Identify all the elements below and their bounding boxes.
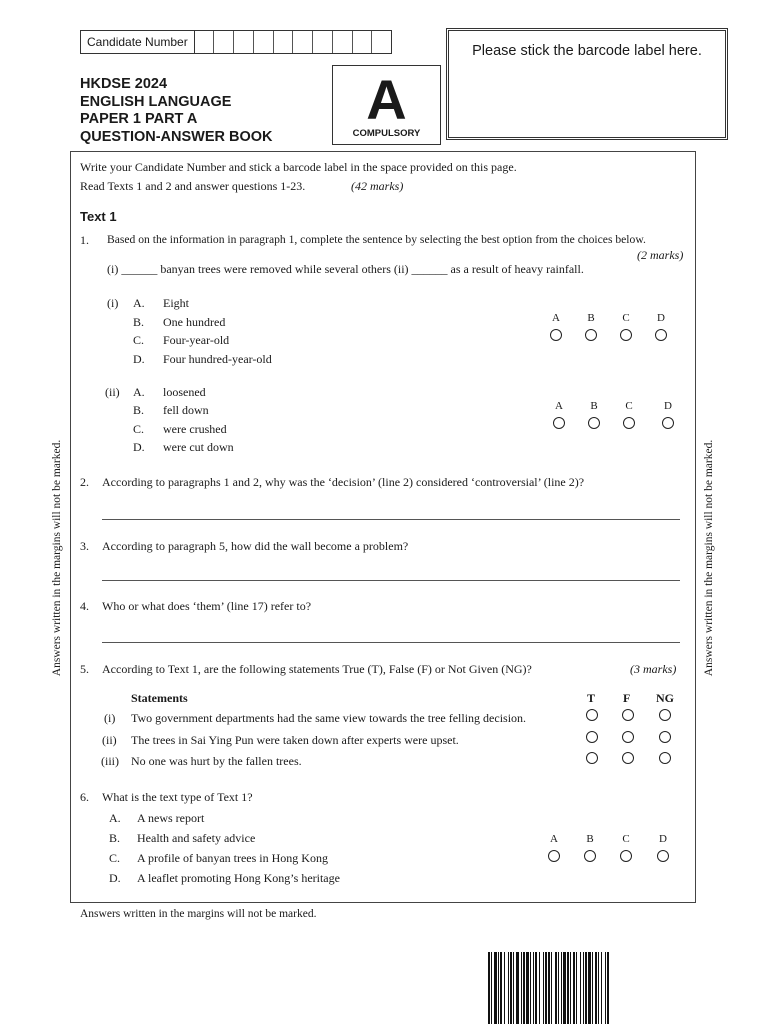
answer-bubble[interactable] [659, 752, 671, 764]
answer-bubble[interactable] [588, 417, 600, 429]
bubble-label: D [659, 833, 667, 845]
answer-bubble[interactable] [622, 752, 634, 764]
question-prompt: According to paragraphs 1 and 2, why was the ‘decision’ (line 2) considered ‘controversial’ (line 2)? [102, 475, 585, 489]
part-label: (i) [107, 296, 119, 310]
answer-bubble[interactable] [659, 709, 671, 721]
option-letter: C. [133, 333, 145, 347]
answer-bubble[interactable] [586, 731, 598, 743]
question-prompt: Who or what does ‘them’ (line 17) refer to? [102, 599, 312, 613]
question-marks: (3 marks) [630, 662, 677, 676]
question-marks: (2 marks) [637, 248, 684, 262]
statement-label: (i) [104, 711, 116, 725]
bubble-label: C [622, 312, 630, 324]
option-text: Four hundred-year-old [163, 352, 272, 366]
candidate-number-cell[interactable] [333, 31, 353, 53]
column-header: NG [656, 691, 674, 705]
answer-bubble[interactable] [620, 850, 632, 862]
question-prompt: According to paragraph 5, how did the wall become a problem? [102, 539, 409, 553]
bubble-label: C [622, 833, 630, 845]
question-number: 1. [80, 233, 89, 247]
question-number: 2. [80, 475, 89, 489]
question-sentence: (i) ______ banyan trees were removed while several others (ii) ______ as a result of heavy rainfall. [107, 262, 584, 276]
candidate-number-cell[interactable] [214, 31, 234, 53]
option-letter: B. [133, 403, 145, 417]
option-text: were cut down [163, 440, 234, 454]
option-letter: B. [133, 315, 145, 329]
bubble-label: C [625, 400, 633, 412]
option-text: A leaflet promoting Hong Kong’s heritage [137, 871, 340, 885]
option-letter: D. [133, 352, 145, 366]
answer-bubble[interactable] [584, 850, 596, 862]
bubble-label: A [552, 312, 560, 324]
statement-label: (ii) [102, 733, 117, 747]
option-letter: D. [109, 871, 121, 885]
answer-bubble[interactable] [586, 752, 598, 764]
statement-text: Two government departments had the same view towards the tree felling decision. [131, 711, 527, 725]
option-text: A news report [137, 811, 205, 825]
bubble-label: B [586, 833, 594, 845]
bubble-label: B [590, 400, 598, 412]
answer-bubble[interactable] [622, 709, 634, 721]
question-number: 6. [80, 790, 89, 804]
answer-bubble[interactable] [659, 731, 671, 743]
bubble-label: D [657, 312, 665, 324]
exam-line: QUESTION-ANSWER BOOK [80, 128, 273, 145]
candidate-number-cell[interactable] [234, 31, 254, 53]
exam-heading [80, 76, 273, 146]
answer-bubble[interactable] [622, 731, 634, 743]
section-title: Text 1 [80, 209, 117, 224]
candidate-number-cell[interactable] [254, 31, 274, 53]
margin-note-bottom: Answers written in the margins will not be marked. [80, 908, 317, 920]
part-label: (ii) [105, 385, 120, 399]
exam-line: HKDSE 2024 [80, 76, 168, 92]
answer-bubble[interactable] [662, 417, 674, 429]
option-letter: D. [133, 440, 145, 454]
candidate-number-box[interactable] [80, 30, 392, 54]
question-number: 4. [80, 599, 89, 613]
answer-line[interactable] [102, 580, 680, 581]
bubble-label: B [587, 312, 595, 324]
exam-line: ENGLISH LANGUAGE [80, 93, 232, 110]
margin-note-right: Answers written in the margins will not be marked. [703, 439, 715, 677]
answer-bubble[interactable] [620, 329, 632, 341]
bubble-label: D [664, 400, 672, 412]
column-header: F [623, 691, 631, 705]
statement-text: No one was hurt by the fallen trees. [131, 754, 302, 768]
compulsory-label: COMPULSORY [352, 128, 421, 139]
option-text: Health and safety advice [137, 831, 256, 845]
answer-bubble[interactable] [623, 417, 635, 429]
candidate-number-cell[interactable] [372, 31, 391, 53]
question-number: 3. [80, 539, 89, 553]
margin-note-left: Answers written in the margins will not be marked. [51, 439, 63, 677]
option-text: Four-year-old [163, 333, 230, 347]
question-prompt: According to Text 1, are the following statements True (T), False (F) or Not Given (NG)? [102, 662, 532, 676]
statements-header: Statements [131, 691, 188, 705]
answer-bubble[interactable] [586, 709, 598, 721]
candidate-number-label: Candidate Number [81, 31, 195, 53]
part-letter: A [366, 68, 407, 131]
exam-line: PAPER 1 PART A [80, 111, 198, 127]
candidate-number-cell[interactable] [195, 31, 215, 53]
answer-bubble[interactable] [655, 329, 667, 341]
answer-bubble[interactable] [553, 417, 565, 429]
option-text: A profile of banyan trees in Hong Kong [137, 851, 328, 865]
option-text: were crushed [163, 422, 227, 436]
statement-label: (iii) [101, 754, 119, 768]
bubble-label: A [555, 400, 563, 412]
candidate-number-cell[interactable] [353, 31, 373, 53]
candidate-number-cell[interactable] [313, 31, 333, 53]
instruction-line: Read Texts 1 and 2 and answer questions 1-23. [80, 179, 306, 193]
candidate-number-cell[interactable] [293, 31, 313, 53]
option-letter: A. [109, 811, 121, 825]
option-text: fell down [163, 403, 209, 417]
option-text: One hundred [163, 315, 226, 329]
question-panel [70, 151, 696, 903]
option-letter: A. [133, 296, 145, 310]
answer-bubble[interactable] [550, 329, 562, 341]
instruction-line: Write your Candidate Number and stick a barcode label in the space provided on this page. [80, 160, 517, 174]
bubble-label: A [550, 833, 558, 845]
option-letter: A. [133, 385, 145, 399]
compulsory-box [332, 65, 441, 145]
barcode-label-area [446, 28, 728, 140]
question-prompt: What is the text type of Text 1? [102, 790, 253, 804]
answer-line[interactable] [102, 642, 680, 643]
option-letter: C. [109, 851, 121, 865]
answer-line[interactable] [102, 519, 680, 520]
statement-text: The trees in Sai Ying Pun were taken down after experts were upset. [131, 733, 459, 747]
column-header: T [587, 691, 596, 705]
barcode-instruction: Please stick the barcode label here. [472, 43, 702, 59]
answer-bubble[interactable] [585, 329, 597, 341]
option-letter: C. [133, 422, 145, 436]
question-number: 5. [80, 662, 89, 676]
total-marks: (42 marks) [351, 179, 404, 193]
question-prompt: Based on the information in paragraph 1, complete the sentence by selecting the best option from the choices below. [107, 233, 646, 246]
option-letter: B. [109, 831, 121, 845]
option-text: Eight [163, 296, 189, 310]
answer-bubble[interactable] [657, 850, 669, 862]
barcode-graphic [488, 952, 712, 1024]
answer-bubble[interactable] [548, 850, 560, 862]
candidate-number-cell[interactable] [274, 31, 294, 53]
option-text: loosened [163, 385, 206, 399]
